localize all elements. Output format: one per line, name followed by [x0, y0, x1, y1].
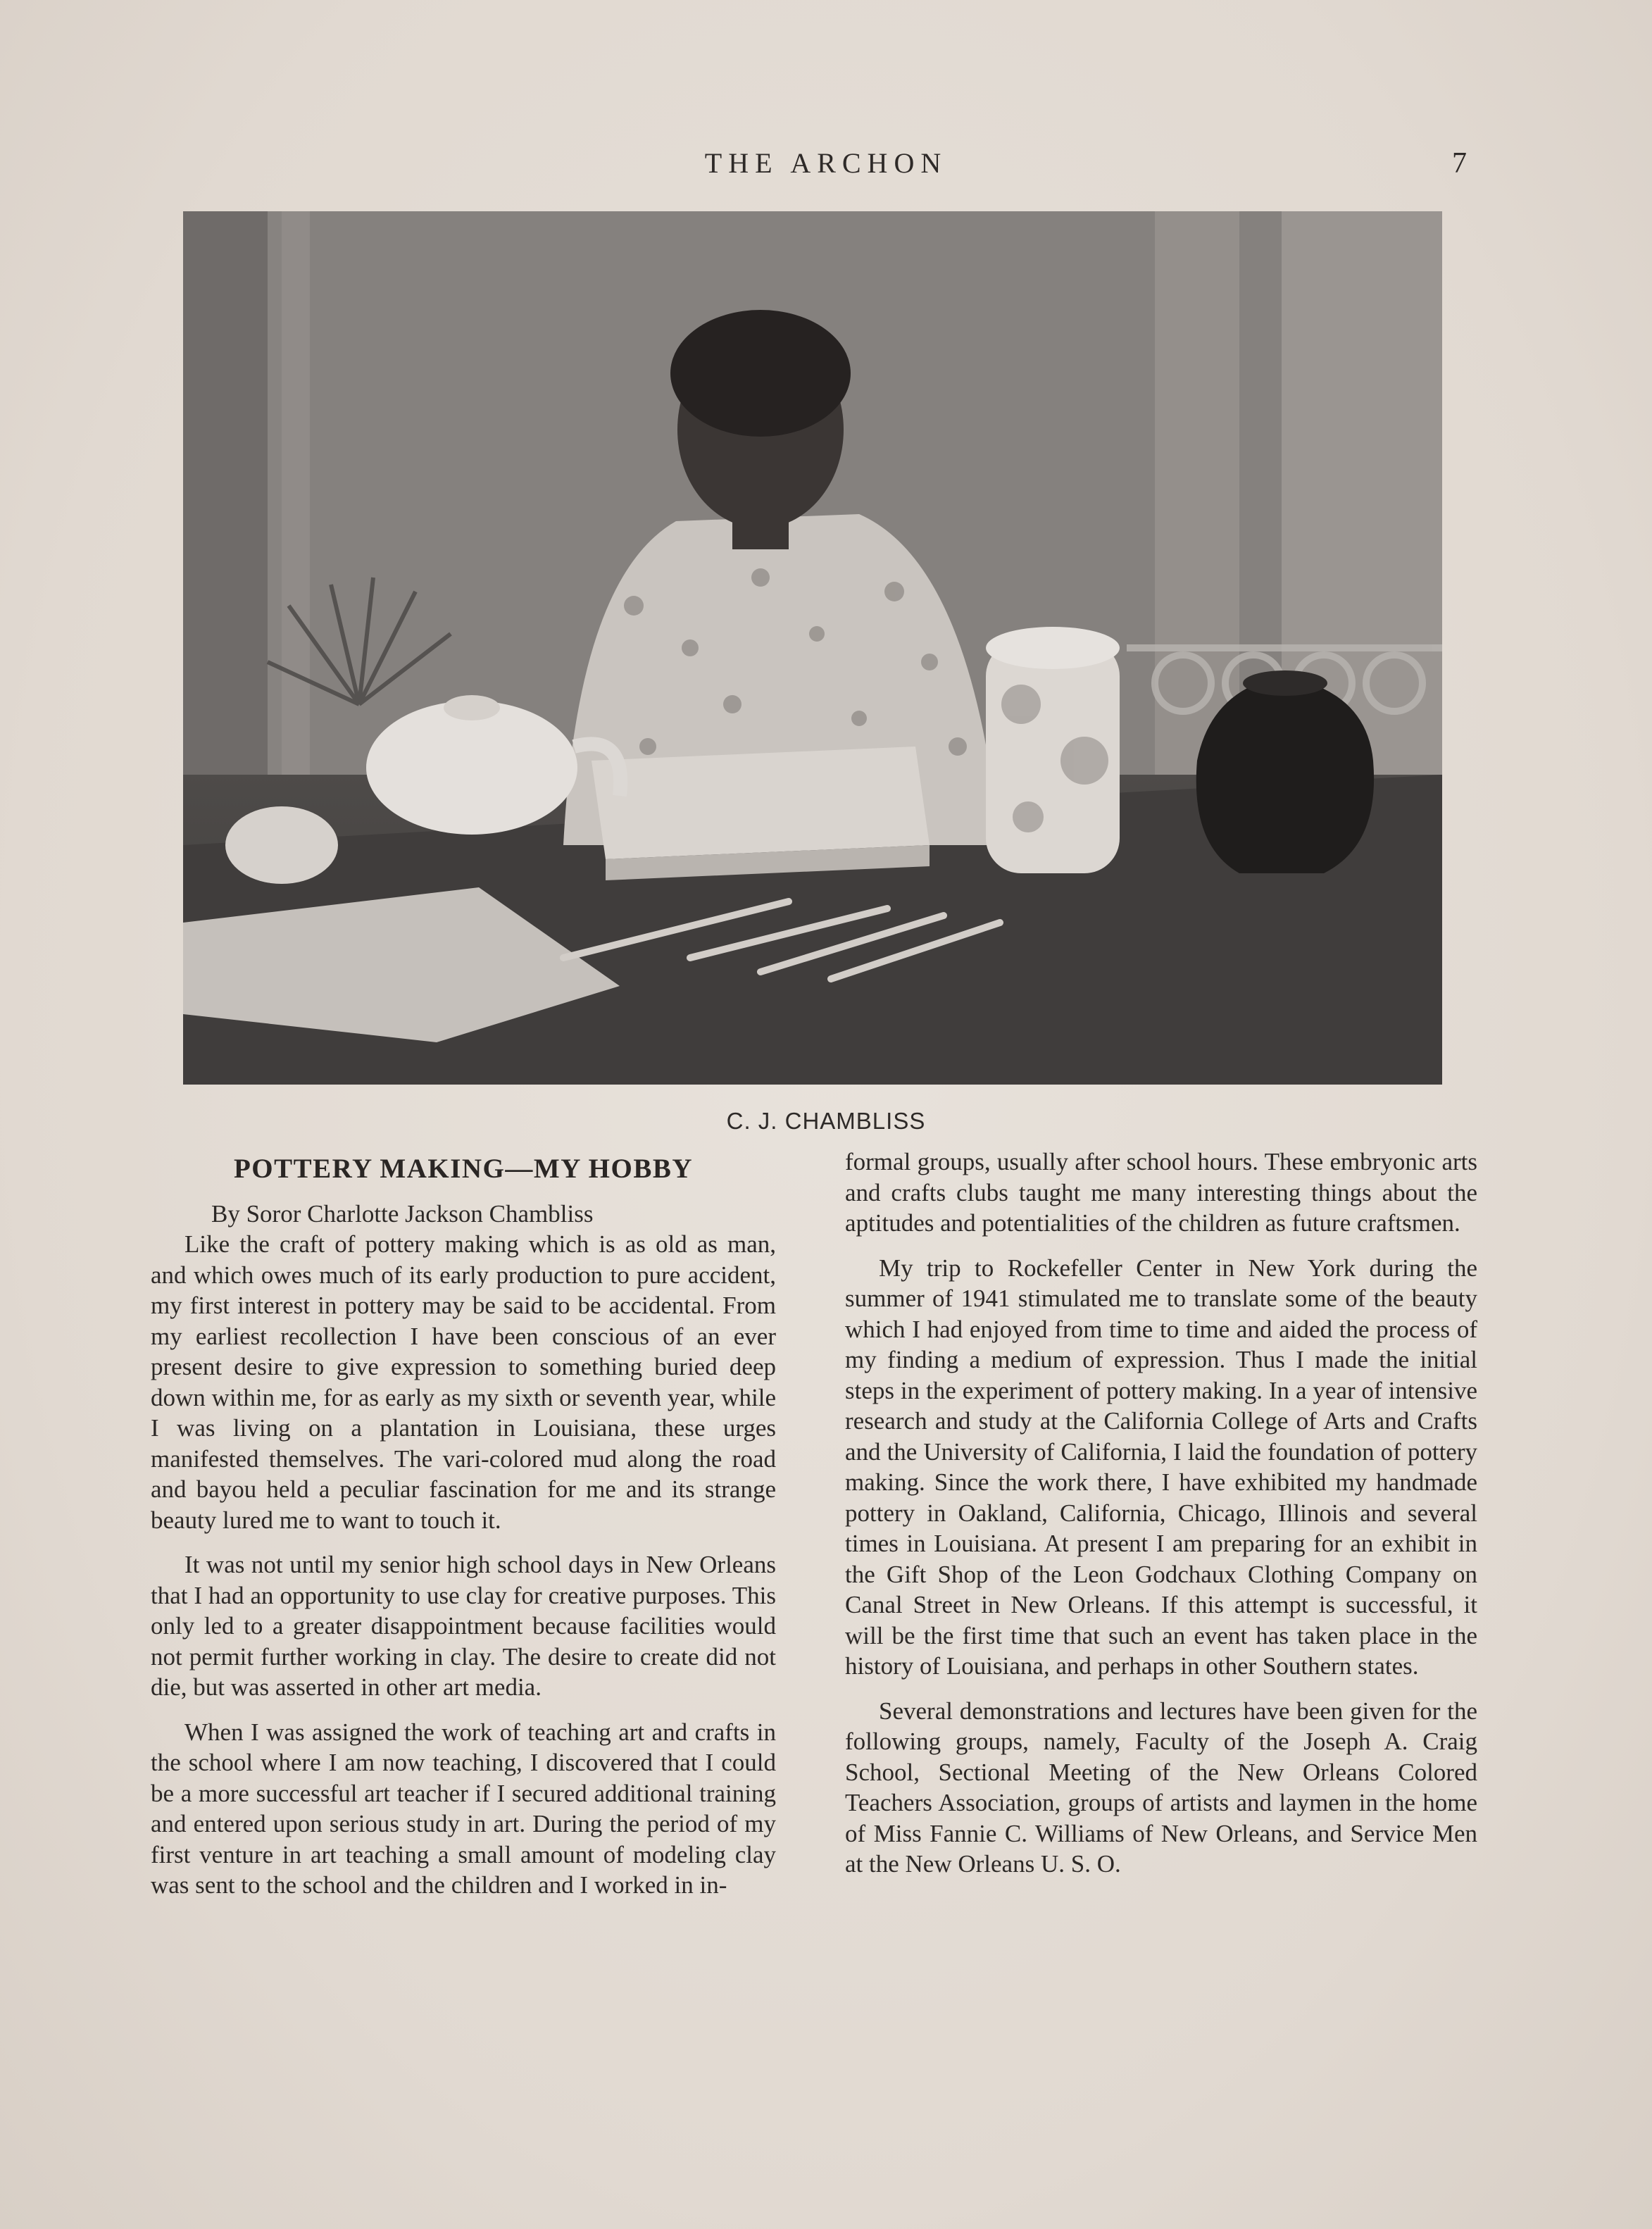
- running-title: THE ARCHON: [704, 147, 948, 179]
- right-column: [845, 1147, 1477, 1880]
- page-number: 7: [1452, 147, 1467, 180]
- article-byline: By Soror Charlotte Jackson Chambliss: [211, 1199, 594, 1228]
- photo-caption: C. J. CHAMBLISS: [726, 1108, 926, 1134]
- article-title: POTTERY MAKING—MY HOBBY: [233, 1154, 694, 1184]
- paragraph: Like the craft of pottery making which is as old as man, and which owes much of its early production to pure accident, my first interest in pottery may be said to be accidental. From my earliest recollection I have been conscious of an ever present desire to give expression to something buried deep down within me, for as early as my sixth or seventh year, while I was living on a plantation in Louisiana, these urges manifested themselves. The vari-colored mud along the road and bayou held a peculiar fascination for me and its strange beauty lured me to want to touch it.: [151, 1230, 776, 1534]
- paragraph: When I was assigned the work of teaching art and crafts in the school where I am now teaching, I discovered that I could be a more successful art teacher if I secured additional training and entered upon serious study in art. During the period of my first venture in art teaching a small amount of modeling clay was sent to the school and the children and I worked in in-: [151, 1718, 776, 1899]
- left-column: [151, 1147, 776, 1901]
- paragraph: Several demonstrations and lectures have been given for the following groups, namely, Faculty of the Joseph A. Craig School, Sectional Meeting of the New Orleans Colored Teachers Association, groups of artists and laymen in the home of Miss Fannie C. Williams of New Orleans, and Service Men at the New Orleans U. S. O.: [845, 1697, 1477, 1878]
- photo-illustration: [183, 211, 1442, 1085]
- paragraph: formal groups, usually after school hours. These embryonic arts and crafts clubs taught me many interesting things about the aptitudes and potentialities of the children as future craftsmen.: [845, 1148, 1477, 1237]
- paragraph: It was not until my senior high school days in New Orleans that I had an opportunity to use clay for creative purposes. This only led to a greater disappointment because facilities would not permit further working in clay. The desire to create did not die, but was asserted in other art media.: [151, 1551, 776, 1701]
- paragraph: My trip to Rockefeller Center in New York during the summer of 1941 stimulated me to translate some of the beauty which I had enjoyed from time to time and aided the process of my finding a medium of expression. Thus I made the initial steps in the experiment of pottery making. In a year of intensive research and study at the California College of Arts and Crafts and the University of California, I laid the foundation of pottery making. Since the work there, I have exhibited my handmade pottery in Oakland, California, Chicago, Illinois and several times in Louisiana. At present I am preparing for an exhibit in the Gift Shop of the Leon Godchaux Clothing Company on Canal Street in New Orleans. If this attempt is successful, it will be the first time that such an event has taken place in the history of Louisiana, and perhaps in other Southern states.: [845, 1254, 1477, 1680]
- portrait-photo: [183, 211, 1442, 1085]
